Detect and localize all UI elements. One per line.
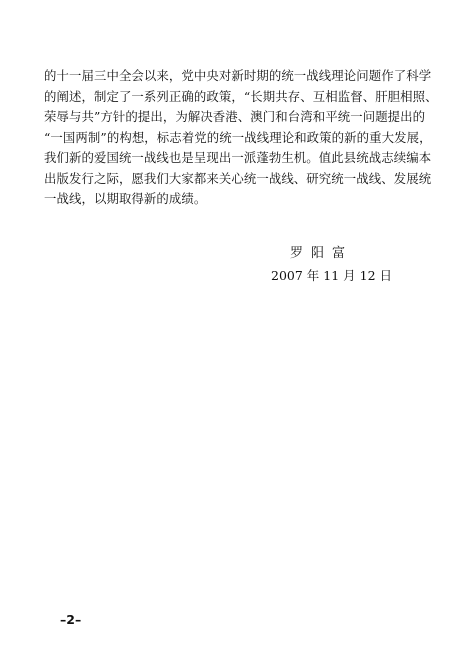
signature-author: 罗阳富 (290, 246, 354, 261)
text-line: “一国两制”的构想，标志着党的统一战线理论和政策的新的重大发展， (44, 129, 432, 145)
page-number: –2– (60, 612, 82, 627)
text-line: 的十一届三中全会以来，党中央对新时期的统一战线理论问题作了科学 (44, 68, 432, 83)
text-line: 一战线，以期取得新的成绩。 (44, 191, 207, 206)
text-line: 荣辱与共”方针的提出，为解决香港、澳门和台湾和平统一问题提出的 (44, 109, 426, 124)
body-paragraph (44, 66, 438, 210)
text-line: 我们新的爱国统一战线也是呈现出一派蓬勃生机。值此县统战志续编本 (44, 150, 432, 165)
signature-date: 2007 年 11 月 12 日 (271, 268, 392, 283)
text-line: 的阐述，制定了一系列正确的政策，“长期共存、互相监督、肝胆相照、 (44, 88, 438, 104)
text-line: 出版发行之际，愿我们大家都来关心统一战线、研究统一战线、发展统 (44, 170, 432, 186)
